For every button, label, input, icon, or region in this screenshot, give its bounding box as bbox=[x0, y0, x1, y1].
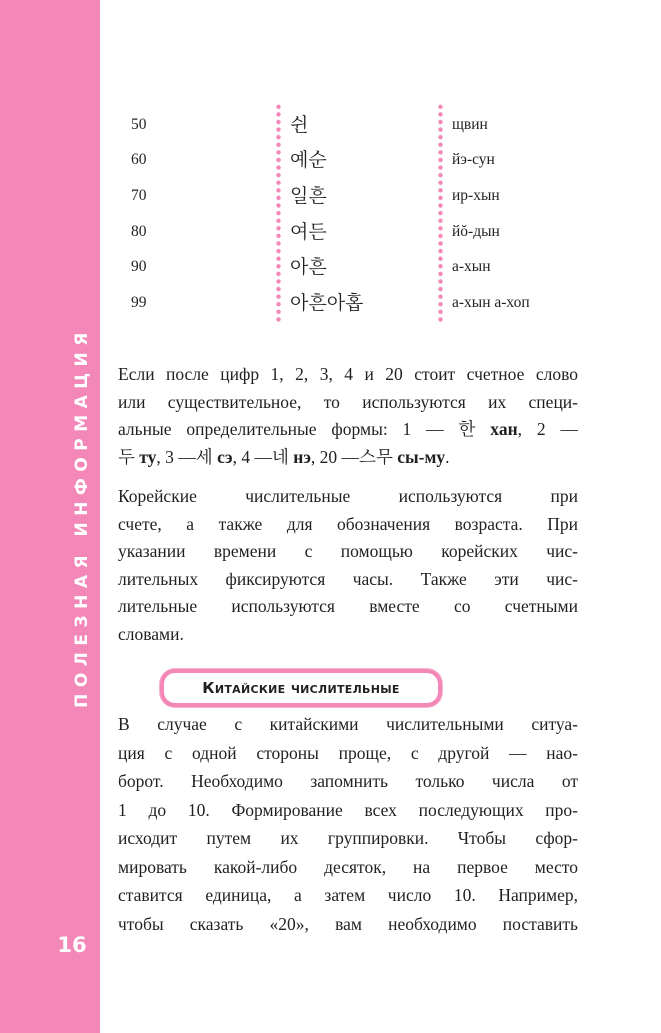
korean-cell: 아흔 bbox=[290, 256, 327, 278]
text-line: счете, а также для обозначения возраста. При bbox=[118, 513, 578, 534]
translit-cell: а-хын bbox=[452, 258, 491, 275]
text-segment: , 2 — bbox=[517, 419, 578, 439]
section-heading: Китайские числительные bbox=[160, 669, 442, 707]
text-segment: , 4 —네 bbox=[232, 446, 294, 467]
translit-cell: а-хын а-хоп bbox=[452, 294, 530, 311]
text-line: лительных фиксируются часы. Также эти чис- bbox=[118, 568, 578, 589]
text-line: чтобы сказать «20», вам необходимо поставить bbox=[118, 913, 578, 934]
text-line: или существительное, то используются их специ- bbox=[118, 391, 578, 412]
korean-cell: 여든 bbox=[290, 221, 327, 243]
text-segment: , 20 —스무 bbox=[310, 446, 398, 467]
table-row bbox=[0, 107, 661, 143]
text-line: Корейские числительные используются при bbox=[118, 486, 578, 506]
translit-cell: йŏ-дын bbox=[452, 223, 500, 240]
text-segment: , 3 —세 bbox=[156, 446, 218, 467]
paragraph-counter-words bbox=[118, 361, 578, 471]
translit-cell: йэ-сун bbox=[452, 151, 495, 168]
paragraph-korean-usage bbox=[118, 483, 578, 648]
text-line: лительные используются вместе со счетными bbox=[118, 596, 578, 616]
section-title: ПОЛЕЗНАЯ ИНФОРМАЦИЯ bbox=[72, 326, 92, 708]
number-cell: 90 bbox=[131, 258, 147, 275]
korean-cell: 아흔아홉 bbox=[290, 292, 364, 314]
table-row bbox=[0, 285, 661, 321]
number-cell: 60 bbox=[131, 151, 147, 168]
bold-translit: нэ bbox=[293, 446, 311, 467]
translit-cell: ир-хын bbox=[452, 187, 500, 204]
text-line: ставится единица, а затем число 10. Например, bbox=[118, 885, 578, 905]
paragraph-chinese-numerals bbox=[118, 710, 578, 938]
text-line bbox=[118, 444, 578, 472]
text-line bbox=[118, 416, 578, 444]
bold-translit: ту bbox=[139, 446, 157, 467]
text-line: исходит путем их группировки. Чтобы сфор- bbox=[118, 828, 578, 848]
number-cell: 70 bbox=[131, 187, 147, 204]
bold-translit: хан bbox=[490, 419, 518, 439]
korean-cell: 예순 bbox=[290, 149, 327, 171]
korean-cell: 쉰 bbox=[290, 114, 309, 136]
text-segment: альные определительные формы: 1 — 한 bbox=[118, 419, 491, 439]
table-row bbox=[0, 214, 661, 250]
table-row bbox=[0, 178, 661, 214]
text-line: Если после цифр 1, 2, 3, 4 и 20 стоит счетное слово bbox=[118, 364, 578, 384]
page-number: 16 bbox=[57, 933, 87, 957]
translit-cell: щвин bbox=[452, 116, 488, 133]
text-segment: 두 bbox=[118, 446, 140, 467]
number-cell: 80 bbox=[131, 223, 147, 240]
bold-translit: сы-му bbox=[397, 446, 446, 467]
korean-cell: 일흔 bbox=[290, 185, 327, 207]
text-line: указании времени с помощью корейских чис- bbox=[118, 541, 578, 561]
text-line: мировать какой-либо десяток, на первое место bbox=[118, 856, 578, 877]
text-line: ция с одной стороны проще, с другой — нао- bbox=[118, 742, 578, 763]
bold-translit: сэ bbox=[217, 446, 233, 467]
number-cell: 50 bbox=[131, 116, 147, 133]
table-row bbox=[0, 249, 661, 285]
text-line: 1 до 10. Формирование всех последующих про- bbox=[118, 799, 578, 820]
text-line: борот. Необходимо запомнить только числа от bbox=[118, 771, 578, 791]
table-row bbox=[0, 142, 661, 178]
text-segment: . bbox=[445, 446, 450, 467]
text-line: В случае с китайскими числительными ситуа- bbox=[118, 714, 578, 734]
text-line: словами. bbox=[118, 623, 184, 644]
number-cell: 99 bbox=[131, 294, 147, 311]
